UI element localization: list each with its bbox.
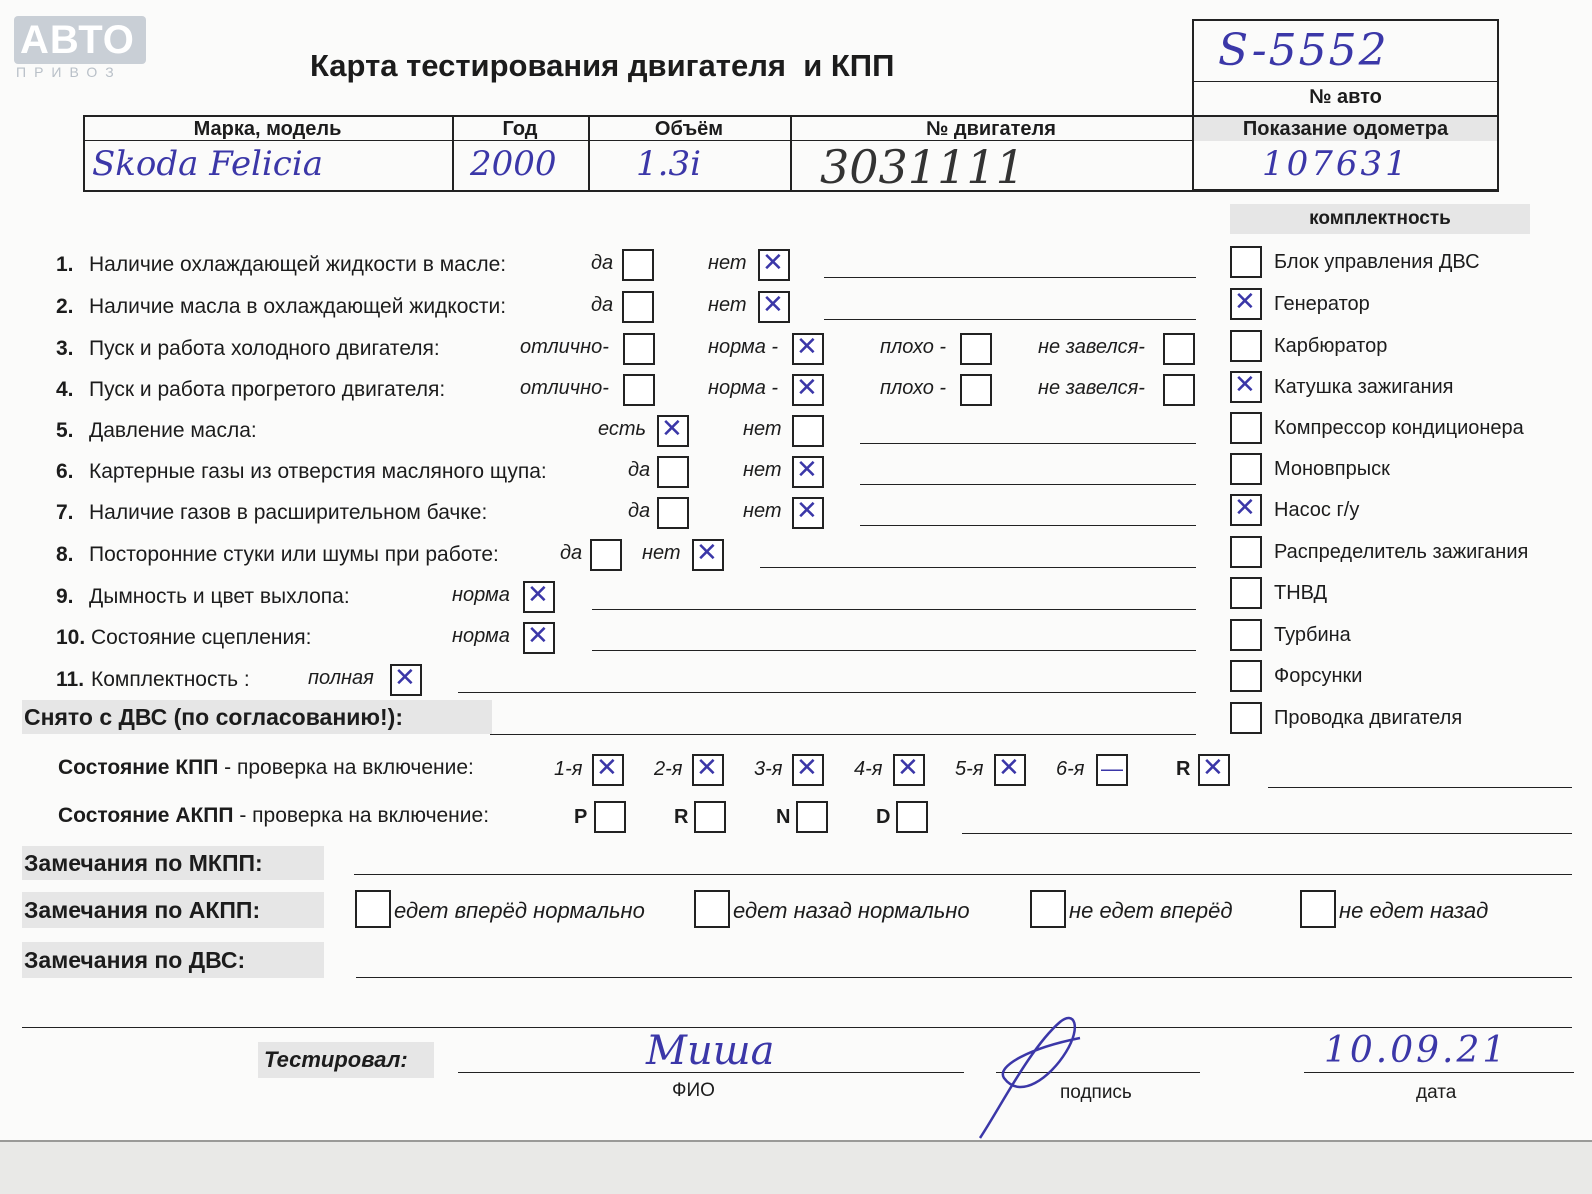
remarks-akpp-label: Замечания по АКПП: — [22, 892, 324, 928]
checkbox-excellent[interactable] — [623, 333, 655, 365]
gear-checkbox[interactable] — [792, 754, 824, 786]
gear-label: R — [1176, 758, 1191, 780]
gear-checkbox[interactable] — [994, 754, 1026, 786]
item-num: 3. — [56, 337, 74, 360]
item-num: 11. — [56, 668, 85, 691]
item-label: Картерные газы из отверстия масляного щупа: — [89, 460, 547, 483]
item-num: 5. — [56, 419, 74, 442]
col-odometer: Показание одометра — [1194, 117, 1497, 141]
remarks-mkpp-label: Замечания по МКПП: — [22, 846, 324, 880]
signature — [970, 1008, 1110, 1148]
value-engine-number: 3031111 — [820, 140, 1025, 194]
component-label: Моновпрыск — [1274, 458, 1390, 480]
akpp-option-label: едет назад нормально — [733, 898, 970, 923]
component-label: Компрессор кондиционера — [1274, 417, 1524, 439]
completeness-title: комплектность — [1230, 204, 1530, 234]
opt-label: отлично- — [520, 377, 609, 399]
item-num: 4. — [56, 378, 74, 401]
opt-label: плохо - — [880, 377, 947, 399]
remarks-dvs-label: Замечания по ДВС: — [22, 942, 324, 978]
component-checkbox[interactable] — [1230, 660, 1262, 692]
gear-label: 6-я — [1056, 758, 1085, 780]
akpp-forward-ok-checkbox[interactable] — [355, 890, 391, 928]
col-make-model: Марка, модель — [193, 118, 342, 140]
item-label: Дымность и цвет выхлопа: — [89, 585, 350, 608]
value-make-model: Skoda Felicia — [92, 144, 323, 184]
component-label: Катушка зажигания — [1274, 376, 1454, 398]
component-checkbox[interactable] — [1230, 453, 1262, 485]
gear-label: 5-я — [955, 758, 984, 780]
component-checkbox[interactable] — [1230, 702, 1262, 734]
akpp-no-forward-checkbox[interactable] — [1030, 890, 1066, 928]
value-year: 2000 — [470, 144, 557, 184]
opt-label: нет — [743, 500, 782, 522]
component-checkbox[interactable] — [1230, 246, 1262, 278]
mode-label: N — [776, 806, 791, 828]
gear-label: 3-я — [754, 758, 783, 780]
opt-label: да — [591, 252, 614, 274]
checkbox-net[interactable] — [692, 539, 724, 571]
opt-label: да — [628, 500, 651, 522]
removed-label: Снято с ДВС (по согласованию!): — [22, 700, 492, 734]
checkbox-normal[interactable] — [792, 374, 824, 406]
date-value: 10.09.21 — [1324, 1030, 1509, 1071]
logo-text: АВТО — [20, 18, 135, 62]
opt-label: да — [628, 459, 651, 481]
item-num: 2. — [56, 295, 74, 318]
opt-label: норма — [452, 625, 510, 647]
signature-caption: подпись — [1060, 1082, 1132, 1103]
checkbox-da[interactable] — [622, 249, 654, 281]
checkbox-excellent[interactable] — [623, 374, 655, 406]
component-label: Насос г/у — [1274, 499, 1360, 521]
component-checkbox[interactable] — [1230, 288, 1262, 320]
component-label: Блок управления ДВС — [1274, 251, 1480, 273]
opt-label: да — [560, 542, 583, 564]
opt-label: нет — [642, 542, 681, 564]
opt-label: полная — [308, 667, 374, 689]
gear-checkbox[interactable] — [592, 754, 624, 786]
component-label: Проводка двигателя — [1274, 707, 1463, 729]
mode-checkbox[interactable] — [694, 801, 726, 833]
opt-label: нет — [708, 294, 747, 316]
checkbox-net[interactable] — [758, 291, 790, 323]
mode-label: R — [674, 806, 689, 828]
akpp-label: Состояние АКПП - проверка на включение: — [58, 804, 490, 827]
opt-label: да — [591, 294, 614, 316]
opt-label: плохо - — [880, 336, 947, 358]
fio-caption: ФИО — [672, 1080, 715, 1101]
opt-label: нет — [743, 418, 782, 440]
component-checkbox[interactable] — [1230, 330, 1262, 362]
item-label: Посторонние стуки или шумы при работе: — [89, 543, 499, 566]
item-num: 9. — [56, 585, 74, 608]
scan-edge — [0, 1140, 1592, 1194]
component-label: Форсунки — [1274, 665, 1363, 687]
tester-name: Миша — [646, 1028, 775, 1074]
opt-label: не завелся- — [1038, 377, 1145, 399]
component-label: Карбюратор — [1274, 335, 1388, 357]
checkbox-net[interactable] — [758, 249, 790, 281]
checkbox-yes[interactable] — [657, 415, 689, 447]
component-checkbox[interactable] — [1230, 412, 1262, 444]
checkbox-da[interactable] — [622, 291, 654, 323]
item-label: Наличие охлаждающей жидкости в масле: — [89, 253, 507, 276]
col-volume: Объём — [654, 118, 724, 140]
mode-checkbox[interactable] — [796, 801, 828, 833]
checkbox-da[interactable] — [590, 539, 622, 571]
opt-label: не завелся- — [1038, 336, 1145, 358]
component-label: Распределитель зажигания — [1274, 541, 1529, 563]
item-label: Пуск и работа холодного двигателя: — [89, 337, 440, 360]
checkbox-net[interactable] — [792, 456, 824, 488]
opt-label: нет — [743, 459, 782, 481]
gear-label: 2-я — [654, 758, 683, 780]
gear-label: 1-я — [554, 758, 583, 780]
akpp-option-label: не едет вперёд — [1069, 898, 1233, 923]
car-number-label: № авто — [1309, 86, 1382, 108]
component-checkbox[interactable] — [1230, 577, 1262, 609]
component-label: Генератор — [1274, 293, 1370, 315]
item-num: 7. — [56, 501, 74, 524]
akpp-option-label: не едет назад — [1339, 898, 1489, 923]
gear-checkbox[interactable] — [692, 754, 724, 786]
item-label: Состояние сцепления: — [91, 626, 312, 649]
page-title: Карта тестирования двигателя и КПП — [310, 48, 895, 83]
checkbox-da[interactable] — [657, 456, 689, 488]
mode-checkbox[interactable] — [896, 801, 928, 833]
item-num: 8. — [56, 543, 74, 566]
item-label: Комплектность : — [91, 668, 250, 691]
logo — [14, 16, 146, 64]
checkbox-bad[interactable] — [960, 333, 992, 365]
gear-checkbox[interactable] — [893, 754, 925, 786]
item-label: Наличие масла в охлаждающей жидкости: — [89, 295, 507, 318]
akpp-no-backward-checkbox[interactable] — [1300, 890, 1336, 928]
gear-label: 4-я — [854, 758, 883, 780]
value-odometer: 107631 — [1262, 144, 1410, 184]
gear-checkbox[interactable] — [1096, 754, 1128, 786]
kpp-label: Состояние КПП - проверка на включение: — [58, 756, 474, 779]
item-num: 10. — [56, 626, 86, 649]
item-num: 6. — [56, 460, 74, 483]
item-label: Пуск и работа прогретого двигателя: — [89, 378, 446, 401]
checkbox-not-started[interactable] — [1163, 333, 1195, 365]
checkbox-normal[interactable] — [523, 622, 555, 654]
component-label: Турбина — [1274, 624, 1351, 646]
opt-label: норма - — [708, 377, 779, 399]
mode-label: P — [574, 806, 588, 828]
component-checkbox[interactable] — [1230, 619, 1262, 651]
date-caption: дата — [1416, 1082, 1457, 1103]
mode-checkbox[interactable] — [594, 801, 626, 833]
col-engine-number: № двигателя — [926, 118, 1056, 140]
value-volume: 1.3i — [636, 144, 701, 184]
opt-label: нет — [708, 252, 747, 274]
component-checkbox[interactable] — [1230, 494, 1262, 526]
checkbox-full[interactable] — [390, 664, 422, 696]
checkbox-bad[interactable] — [960, 374, 992, 406]
checkbox-da[interactable] — [657, 497, 689, 529]
item-label: Наличие газов в расширительном бачке: — [89, 501, 488, 524]
akpp-option-label: едет вперёд нормально — [394, 898, 645, 923]
checkbox-net[interactable] — [792, 497, 824, 529]
opt-label: норма — [452, 584, 510, 606]
opt-label: есть — [598, 418, 647, 440]
mode-label: D — [876, 806, 891, 828]
col-year: Год — [502, 118, 538, 140]
component-checkbox[interactable] — [1230, 371, 1262, 403]
car-number-value: S-5552 — [1218, 25, 1389, 76]
opt-label: норма - — [708, 336, 779, 358]
opt-label: отлично- — [520, 336, 609, 358]
item-num: 1. — [56, 253, 74, 276]
component-label: ТНВД — [1274, 582, 1328, 604]
logo-subtext: ПРИВОЗ — [16, 64, 122, 80]
checkbox-no[interactable] — [792, 415, 824, 447]
checkbox-normal[interactable] — [523, 581, 555, 613]
component-checkbox[interactable] — [1230, 536, 1262, 568]
item-label: Давление масла: — [89, 419, 257, 442]
gear-checkbox[interactable] — [1198, 754, 1230, 786]
tested-by-label: Тестировал: — [258, 1042, 434, 1078]
checkbox-normal[interactable] — [792, 333, 824, 365]
checkbox-not-started[interactable] — [1163, 374, 1195, 406]
akpp-backward-ok-checkbox[interactable] — [694, 890, 730, 928]
